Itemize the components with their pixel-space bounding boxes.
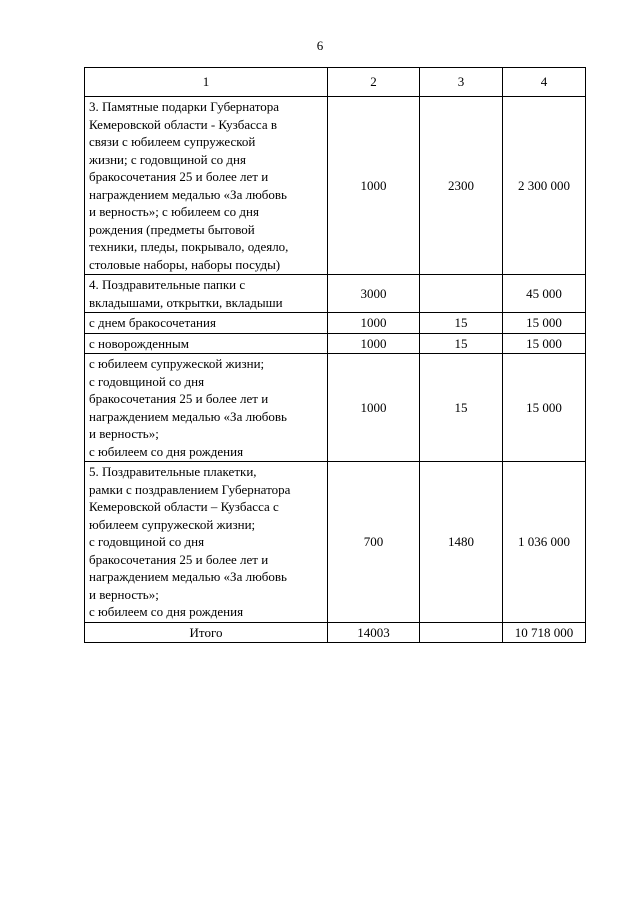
row-col4-value: 15 000 <box>503 313 586 334</box>
row-description: 4. Поздравительные папки с вкладышами, открытки, вкладыши <box>85 275 328 313</box>
row-description: 5. Поздравительные плакетки, рамки с поздравлением Губернатора Кемеровской области – Кузбасса с юбилеем супружеской жизни; с годовщиной со дня бракосочетания 25 и более лет и награждением медалью «За любовь и верность»; с юбилеем со дня рождения <box>85 462 328 623</box>
row-description: 3. Памятные подарки Губернатора Кемеровской области - Кузбасса в связи с юбилеем супружеской жизни; с годовщиной со дня бракосочетания 25 и более лет и награждением медалью «За любовь и верность»; с юбилеем со дня рождения (предметы бытовой техники, пледы, покрывало, одеяло, столовые наборы, наборы посуды) <box>85 97 328 275</box>
table-row <box>85 462 586 623</box>
row-col4-value: 2 300 000 <box>503 97 586 275</box>
row-description: с юбилеем супружеской жизни; с годовщиной со дня бракосочетания 25 и более лет и награждением медалью «За любовь и верность»; с юбилеем со дня рождения <box>85 354 328 462</box>
total-col2-value: 14003 <box>328 622 420 643</box>
row-col4-value: 15 000 <box>503 354 586 462</box>
table-row <box>85 313 586 334</box>
header-cell-2: 2 <box>328 68 420 97</box>
row-description: с днем бракосочетания <box>85 313 328 334</box>
row-col3-value: 2300 <box>420 97 503 275</box>
table-header-row <box>85 68 586 97</box>
row-col3-value: 1480 <box>420 462 503 623</box>
total-row <box>85 622 586 643</box>
total-label: Итого <box>85 622 328 643</box>
header-cell-4: 4 <box>503 68 586 97</box>
total-col3-value <box>420 622 503 643</box>
header-cell-3: 3 <box>420 68 503 97</box>
row-col3-value: 15 <box>420 354 503 462</box>
row-col4-value: 15 000 <box>503 333 586 354</box>
row-col4-value: 45 000 <box>503 275 586 313</box>
row-description: с новорожденным <box>85 333 328 354</box>
row-col2-value: 1000 <box>328 97 420 275</box>
table-row <box>85 275 586 313</box>
table-row <box>85 333 586 354</box>
table-row <box>85 354 586 462</box>
row-col3-value: 15 <box>420 313 503 334</box>
row-col2-value: 700 <box>328 462 420 623</box>
budget-table <box>84 67 586 643</box>
row-col3-value <box>420 275 503 313</box>
total-col4-value: 10 718 000 <box>503 622 586 643</box>
row-col2-value: 1000 <box>328 354 420 462</box>
row-col3-value: 15 <box>420 333 503 354</box>
page-number: 6 <box>316 38 324 53</box>
table-row <box>85 97 586 275</box>
row-col2-value: 1000 <box>328 313 420 334</box>
row-col2-value: 1000 <box>328 333 420 354</box>
row-col4-value: 1 036 000 <box>503 462 586 623</box>
header-cell-1: 1 <box>85 68 328 97</box>
row-col2-value: 3000 <box>328 275 420 313</box>
